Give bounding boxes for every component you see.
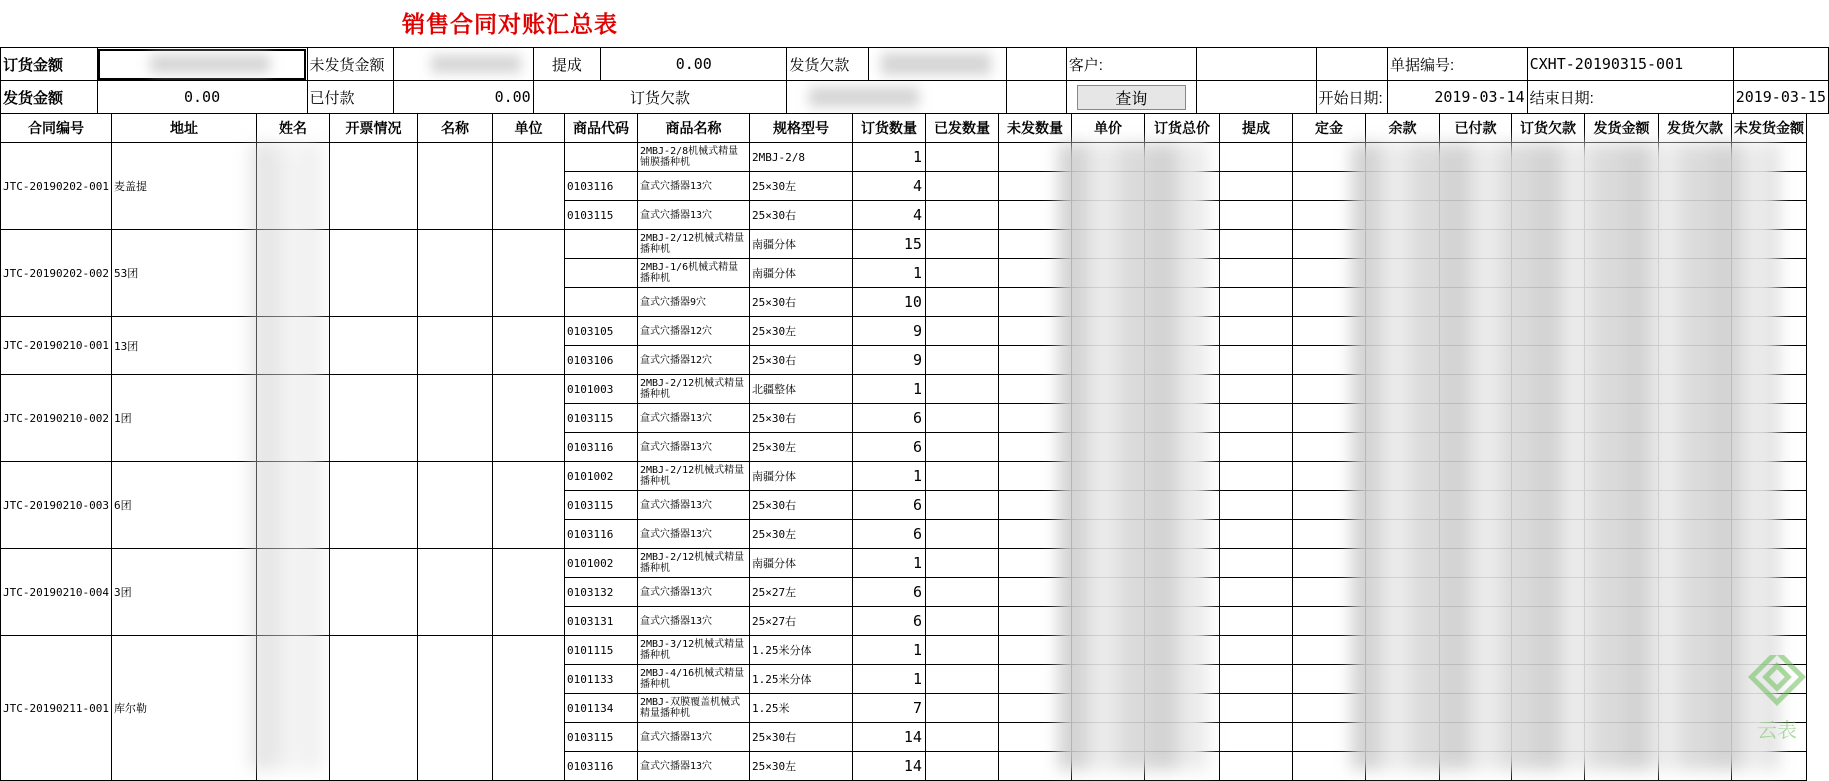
paid-label: 已付款 bbox=[307, 81, 393, 114]
column-header[interactable]: 未发货金额 bbox=[1731, 114, 1806, 143]
commission-input[interactable]: 0.00 bbox=[601, 48, 787, 81]
table-cell bbox=[1219, 433, 1292, 462]
order-qty-cell: 14 bbox=[852, 752, 925, 781]
column-header[interactable]: 商品名称 bbox=[637, 114, 749, 143]
unit-cell bbox=[492, 143, 564, 230]
product-code-cell bbox=[564, 143, 637, 172]
doc-no-input[interactable]: CXHT-20190315-001 bbox=[1527, 48, 1733, 81]
product-name-cell: 盒式穴播器13穴 bbox=[637, 404, 749, 433]
product-code-cell: 0101002 bbox=[564, 462, 637, 491]
table-cell bbox=[1219, 578, 1292, 607]
product-code-cell bbox=[564, 259, 637, 288]
order-qty-cell: 1 bbox=[852, 143, 925, 172]
item-name-cell bbox=[417, 143, 492, 230]
column-header[interactable]: 规格型号 bbox=[749, 114, 852, 143]
invoice-cell bbox=[329, 462, 417, 549]
column-header[interactable]: 商品代码 bbox=[564, 114, 637, 143]
column-header[interactable]: 开票情况 bbox=[329, 114, 417, 143]
item-name-cell bbox=[417, 549, 492, 636]
spec-cell: 25×30右 bbox=[749, 288, 852, 317]
table-cell bbox=[1219, 230, 1292, 259]
unit-cell bbox=[492, 317, 564, 375]
form-blank-cell bbox=[1006, 48, 1066, 81]
spec-cell: 南疆分体 bbox=[749, 230, 852, 259]
contract-no-cell: JTC-20190202-001 bbox=[1, 143, 112, 230]
product-name-cell: 盒式穴播器13穴 bbox=[637, 578, 749, 607]
column-header[interactable]: 地址 bbox=[111, 114, 256, 143]
order-arrears-label: 订货欠款 bbox=[533, 81, 787, 114]
column-header[interactable]: 名称 bbox=[417, 114, 492, 143]
item-name-cell bbox=[417, 317, 492, 375]
order-qty-cell: 4 bbox=[852, 201, 925, 230]
order-qty-cell: 6 bbox=[852, 578, 925, 607]
address-cell: 库尔勒 bbox=[111, 636, 256, 781]
unit-cell bbox=[492, 636, 564, 781]
contract-no-cell: JTC-20190211-001 bbox=[1, 636, 112, 781]
product-name-cell: 盒式穴播器13穴 bbox=[637, 607, 749, 636]
spec-cell: 25×30右 bbox=[749, 723, 852, 752]
spec-cell: 25×30右 bbox=[749, 491, 852, 520]
order-qty-cell: 7 bbox=[852, 694, 925, 723]
spec-cell: 1.25米分体 bbox=[749, 665, 852, 694]
order-qty-cell: 1 bbox=[852, 259, 925, 288]
table-cell bbox=[1219, 723, 1292, 752]
form-blank-cell bbox=[1006, 81, 1066, 114]
table-cell bbox=[1219, 665, 1292, 694]
product-name-cell: 盒式穴播器13穴 bbox=[637, 201, 749, 230]
product-code-cell bbox=[564, 230, 637, 259]
shipped-amount-label: 发货金额 bbox=[1, 81, 98, 114]
address-cell: 53团 bbox=[111, 230, 256, 317]
table-cell bbox=[925, 172, 998, 201]
invoice-cell bbox=[329, 230, 417, 317]
product-name-cell: 盒式穴播器13穴 bbox=[637, 723, 749, 752]
table-cell bbox=[925, 230, 998, 259]
column-header[interactable]: 订货总价 bbox=[1144, 114, 1219, 143]
form-blank-cell bbox=[1197, 81, 1316, 114]
column-header[interactable]: 发货欠款 bbox=[1658, 114, 1731, 143]
order-qty-cell: 9 bbox=[852, 346, 925, 375]
redacted-region bbox=[1351, 143, 1779, 770]
spec-cell: 南疆分体 bbox=[749, 259, 852, 288]
column-header[interactable]: 提成 bbox=[1219, 114, 1292, 143]
order-qty-cell: 1 bbox=[852, 636, 925, 665]
table-cell bbox=[1219, 259, 1292, 288]
invoice-cell bbox=[329, 549, 417, 636]
spec-cell: 25×30左 bbox=[749, 752, 852, 781]
product-name-cell: 盒式穴播器13穴 bbox=[637, 172, 749, 201]
product-code-cell: 0103115 bbox=[564, 201, 637, 230]
order-amount-label: 订货金额 bbox=[1, 48, 98, 81]
contract-no-cell: JTC-20190202-002 bbox=[1, 230, 112, 317]
table-cell bbox=[925, 433, 998, 462]
product-name-cell: 盒式穴播器13穴 bbox=[637, 520, 749, 549]
spec-cell: 1.25米分体 bbox=[749, 636, 852, 665]
order-qty-cell: 1 bbox=[852, 375, 925, 404]
watermark-text: 云表 bbox=[1757, 718, 1797, 742]
table-cell bbox=[925, 288, 998, 317]
unit-cell bbox=[492, 462, 564, 549]
column-header[interactable]: 未发数量 bbox=[998, 114, 1071, 143]
spec-cell: 25×30左 bbox=[749, 317, 852, 346]
order-qty-cell: 6 bbox=[852, 520, 925, 549]
product-code-cell: 0103115 bbox=[564, 404, 637, 433]
order-amount-input[interactable] bbox=[97, 48, 307, 81]
column-header[interactable]: 已发数量 bbox=[925, 114, 998, 143]
spec-cell: 25×27右 bbox=[749, 607, 852, 636]
column-header[interactable]: 发货金额 bbox=[1584, 114, 1658, 143]
contract-no-cell: JTC-20190210-001 bbox=[1, 317, 112, 375]
product-name-cell: 盒式穴播器13穴 bbox=[637, 491, 749, 520]
table-cell bbox=[1219, 404, 1292, 433]
shipping-arrears-label: 发货欠款 bbox=[787, 48, 869, 81]
product-name-cell: 盒式穴播器13穴 bbox=[637, 433, 749, 462]
column-header[interactable]: 订货数量 bbox=[852, 114, 925, 143]
table-cell bbox=[1219, 607, 1292, 636]
spec-cell: 1.25米 bbox=[749, 694, 852, 723]
unit-cell bbox=[492, 549, 564, 636]
column-header[interactable]: 余款 bbox=[1365, 114, 1439, 143]
table-cell bbox=[925, 723, 998, 752]
spec-cell: 2MBJ-2/8 bbox=[749, 143, 852, 172]
table-cell bbox=[1219, 520, 1292, 549]
product-code-cell: 0103116 bbox=[564, 752, 637, 781]
order-qty-cell: 6 bbox=[852, 491, 925, 520]
table-cell bbox=[925, 259, 998, 288]
table-cell bbox=[925, 520, 998, 549]
query-button[interactable]: 查询 bbox=[1077, 85, 1186, 110]
product-code-cell: 0103131 bbox=[564, 607, 637, 636]
spec-cell: 25×30左 bbox=[749, 520, 852, 549]
product-code-cell: 0103132 bbox=[564, 578, 637, 607]
product-name-cell: 2MBJ-2/8机械式精量铺膜播种机 bbox=[637, 143, 749, 172]
column-header[interactable]: 已付款 bbox=[1439, 114, 1511, 143]
product-name-cell: 盒式穴播器13穴 bbox=[637, 752, 749, 781]
invoice-cell bbox=[329, 636, 417, 781]
table-cell bbox=[925, 636, 998, 665]
spec-cell: 南疆分体 bbox=[749, 462, 852, 491]
table-cell bbox=[1219, 143, 1292, 172]
form-blank-cell bbox=[1733, 48, 1828, 81]
table-cell bbox=[1219, 491, 1292, 520]
order-qty-cell: 15 bbox=[852, 230, 925, 259]
invoice-cell bbox=[329, 317, 417, 375]
product-name-cell: 2MBJ-2/12机械式精量播种机 bbox=[637, 375, 749, 404]
shipped-amount-input[interactable]: 0.00 bbox=[97, 81, 307, 114]
customer-label: 客户: bbox=[1066, 48, 1196, 81]
spec-cell: 北疆整体 bbox=[749, 375, 852, 404]
form-blank-cell bbox=[1316, 48, 1387, 81]
spec-cell: 25×30右 bbox=[749, 404, 852, 433]
start-date-label: 开始日期: bbox=[1316, 81, 1387, 114]
contract-no-cell: JTC-20190210-004 bbox=[1, 549, 112, 636]
doc-no-label: 单据编号: bbox=[1387, 48, 1527, 81]
product-name-cell: 2MBJ-4/16机械式精量播种机 bbox=[637, 665, 749, 694]
order-qty-cell: 6 bbox=[852, 433, 925, 462]
product-code-cell: 0101003 bbox=[564, 375, 637, 404]
spec-cell: 25×30右 bbox=[749, 201, 852, 230]
product-name-cell: 2MBJ-2/12机械式精量播种机 bbox=[637, 462, 749, 491]
product-name-cell: 盒式穴播器12穴 bbox=[637, 346, 749, 375]
address-cell: 1团 bbox=[111, 375, 256, 462]
commission-label: 提成 bbox=[533, 48, 600, 81]
table-cell bbox=[925, 375, 998, 404]
table-cell bbox=[1219, 375, 1292, 404]
unshipped-amount-input[interactable] bbox=[393, 48, 533, 81]
spec-cell: 25×30左 bbox=[749, 172, 852, 201]
product-name-cell: 2MBJ-3/12机械式精量播种机 bbox=[637, 636, 749, 665]
table-cell bbox=[1219, 201, 1292, 230]
table-cell bbox=[925, 491, 998, 520]
diamond-logo-icon bbox=[1737, 655, 1817, 745]
product-name-cell: 盒式穴播器12穴 bbox=[637, 317, 749, 346]
order-qty-cell: 4 bbox=[852, 172, 925, 201]
table-cell bbox=[925, 752, 998, 781]
filter-form bbox=[0, 47, 1829, 114]
end-date-label: 结束日期: bbox=[1527, 81, 1733, 114]
product-code-cell: 0103115 bbox=[564, 723, 637, 752]
redacted-region bbox=[1058, 143, 1208, 770]
table-cell bbox=[925, 143, 998, 172]
redacted-region bbox=[250, 143, 320, 770]
spec-cell: 25×30左 bbox=[749, 433, 852, 462]
contract-no-cell: JTC-20190210-003 bbox=[1, 462, 112, 549]
table-cell bbox=[1219, 172, 1292, 201]
table-cell bbox=[1219, 694, 1292, 723]
order-qty-cell: 9 bbox=[852, 317, 925, 346]
shipping-arrears-input[interactable] bbox=[869, 48, 1006, 81]
product-code-cell: 0103115 bbox=[564, 491, 637, 520]
order-arrears-input[interactable] bbox=[787, 81, 1006, 114]
start-date-input[interactable]: 2019-03-14 bbox=[1387, 81, 1527, 114]
end-date-input[interactable]: 2019-03-15 bbox=[1733, 81, 1828, 114]
order-qty-cell: 1 bbox=[852, 549, 925, 578]
product-code-cell: 0103105 bbox=[564, 317, 637, 346]
product-name-cell: 2MBJ-1/6机械式精量播种机 bbox=[637, 259, 749, 288]
table-cell bbox=[925, 665, 998, 694]
table-header-row bbox=[1, 114, 1807, 143]
table-cell bbox=[1219, 346, 1292, 375]
order-qty-cell: 6 bbox=[852, 607, 925, 636]
unit-cell bbox=[492, 230, 564, 317]
customer-input[interactable] bbox=[1197, 48, 1316, 81]
table-cell bbox=[925, 462, 998, 491]
column-header[interactable]: 姓名 bbox=[256, 114, 329, 143]
table-cell bbox=[1219, 317, 1292, 346]
order-qty-cell: 14 bbox=[852, 723, 925, 752]
address-cell: 麦盖提 bbox=[111, 143, 256, 230]
product-name-cell: 盒式穴播器9穴 bbox=[637, 288, 749, 317]
product-code-cell bbox=[564, 288, 637, 317]
product-name-cell: 2MBJ-2/12机械式精量播种机 bbox=[637, 230, 749, 259]
spec-cell: 25×27左 bbox=[749, 578, 852, 607]
table-cell bbox=[1219, 752, 1292, 781]
spec-cell: 25×30右 bbox=[749, 346, 852, 375]
product-code-cell: 0103106 bbox=[564, 346, 637, 375]
order-qty-cell: 1 bbox=[852, 462, 925, 491]
table-cell bbox=[925, 404, 998, 433]
product-code-cell: 0101134 bbox=[564, 694, 637, 723]
table-cell bbox=[925, 201, 998, 230]
column-header[interactable]: 单价 bbox=[1071, 114, 1144, 143]
product-code-cell: 0101002 bbox=[564, 549, 637, 578]
item-name-cell bbox=[417, 230, 492, 317]
product-code-cell: 0103116 bbox=[564, 520, 637, 549]
address-cell: 6团 bbox=[111, 462, 256, 549]
order-qty-cell: 10 bbox=[852, 288, 925, 317]
column-header[interactable]: 合同编号 bbox=[1, 114, 112, 143]
unit-cell bbox=[492, 375, 564, 462]
table-cell bbox=[1219, 549, 1292, 578]
page-title: 销售合同对账汇总表 bbox=[402, 11, 618, 38]
table-cell bbox=[925, 694, 998, 723]
spec-cell: 南疆分体 bbox=[749, 549, 852, 578]
item-name-cell bbox=[417, 462, 492, 549]
unshipped-amount-label: 未发货金额 bbox=[307, 48, 393, 81]
table-cell bbox=[925, 578, 998, 607]
contract-no-cell: JTC-20190210-002 bbox=[1, 375, 112, 462]
paid-input[interactable]: 0.00 bbox=[393, 81, 533, 114]
product-name-cell: 2MBJ-2/12机械式精量播种机 bbox=[637, 549, 749, 578]
table-cell bbox=[925, 607, 998, 636]
product-code-cell: 0101133 bbox=[564, 665, 637, 694]
product-code-cell: 0101115 bbox=[564, 636, 637, 665]
table-cell bbox=[925, 346, 998, 375]
column-header[interactable]: 订货欠款 bbox=[1511, 114, 1584, 143]
table-cell bbox=[1219, 462, 1292, 491]
column-header[interactable]: 定金 bbox=[1292, 114, 1365, 143]
column-header[interactable]: 单位 bbox=[492, 114, 564, 143]
table-cell bbox=[925, 317, 998, 346]
address-cell: 3团 bbox=[111, 549, 256, 636]
table-cell bbox=[925, 549, 998, 578]
table-cell bbox=[1219, 636, 1292, 665]
order-qty-cell: 1 bbox=[852, 665, 925, 694]
product-code-cell: 0103116 bbox=[564, 172, 637, 201]
item-name-cell bbox=[417, 636, 492, 781]
address-cell: 13团 bbox=[111, 317, 256, 375]
invoice-cell bbox=[329, 143, 417, 230]
invoice-cell bbox=[329, 375, 417, 462]
product-name-cell: 2MBJ-双膜覆盖机械式精量播种机 bbox=[637, 694, 749, 723]
product-code-cell: 0103116 bbox=[564, 433, 637, 462]
order-qty-cell: 6 bbox=[852, 404, 925, 433]
item-name-cell bbox=[417, 375, 492, 462]
table-cell bbox=[1219, 288, 1292, 317]
